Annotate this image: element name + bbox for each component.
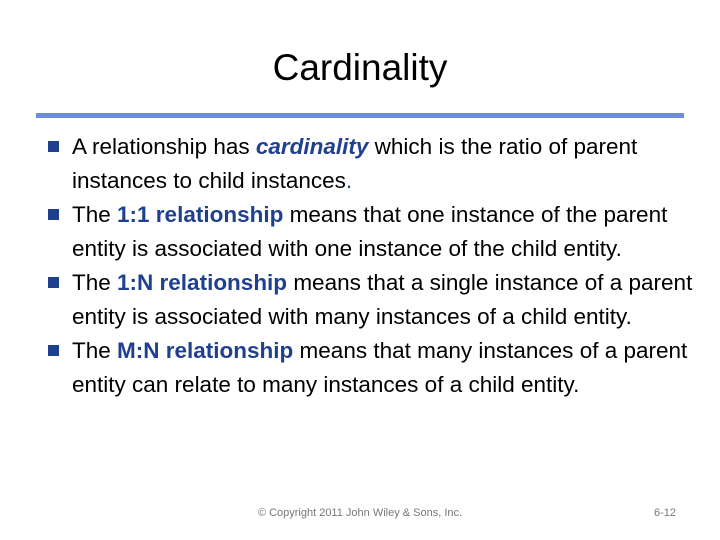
square-bullet-icon — [48, 345, 60, 357]
square-bullet-icon — [48, 141, 60, 153]
bullet-1-text-end: which is the ratio of parent instances to child instances — [72, 134, 638, 193]
bullet-1-emphasis: cardinality — [255, 134, 369, 159]
bullet-3-emphasis: 1:N relationship — [117, 270, 288, 295]
bullet-4-emphasis: M:N relationship — [117, 338, 294, 363]
bullet-item-4 — [44, 334, 694, 402]
slide-title: Cardinality — [272, 47, 448, 88]
footer-copyright: © Copyright 2011 John Wiley & Sons, Inc. — [257, 507, 463, 519]
bullet-list — [44, 130, 694, 402]
bullet-3-text-start: The — [72, 270, 118, 295]
bullet-item-3 — [44, 266, 694, 334]
bullet-2-text-start: The — [72, 202, 118, 227]
bullet-1-period: . — [345, 168, 353, 193]
bullet-item-2 — [44, 198, 694, 266]
square-bullet-icon — [48, 209, 60, 221]
bullet-item-1 — [44, 130, 694, 198]
bullet-2-text-end: means that one instance of the parent entity is associated with one instance of the child entity. — [72, 202, 668, 261]
square-bullet-icon — [48, 277, 60, 289]
bullet-4-text-start: The — [72, 338, 118, 363]
title-divider — [36, 113, 684, 118]
page-number: 6-12 — [653, 507, 676, 519]
bullet-1-text-start: A relationship has — [72, 134, 256, 159]
bullet-3-text-end: means that a single instance of a parent entity is associated with many instances of a child entity. — [72, 270, 693, 329]
bullet-2-emphasis: 1:1 relationship — [117, 202, 284, 227]
bullet-4-text-end: means that many instances of a parent entity can relate to many instances of a child entity. — [72, 338, 688, 397]
